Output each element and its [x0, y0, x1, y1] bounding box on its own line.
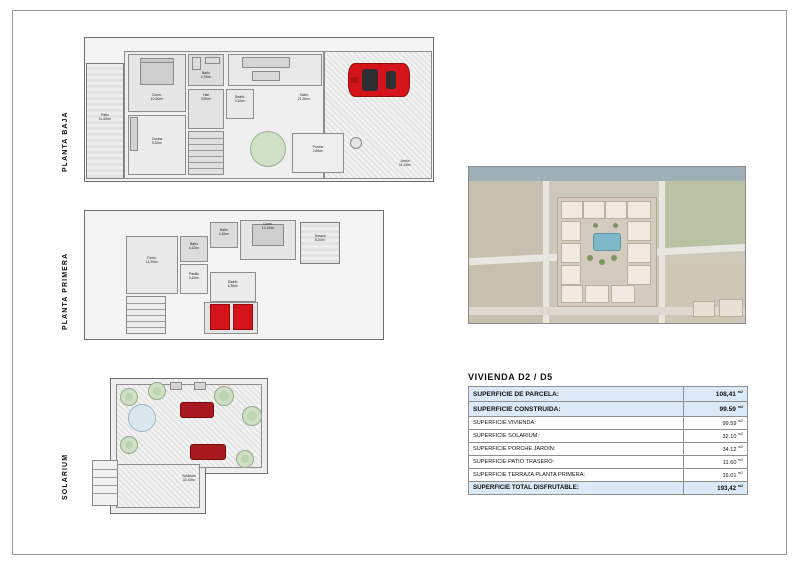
table-row-solarium — [469, 430, 748, 443]
plan-label-ground-floor: PLANTA BAJA — [62, 111, 69, 172]
room-label-dorm-2 — [240, 222, 296, 231]
room-area-pasillo: 3,10m² — [188, 276, 200, 281]
table-row-vivienda — [469, 417, 748, 430]
plan-label-first-floor: PLANTA PRIMERA — [62, 252, 69, 330]
value-superficie-patio-trasero: 11.60 $^{m2}$ — [683, 455, 747, 468]
aerial-road-left — [543, 181, 549, 324]
room-label-pasillo — [178, 272, 210, 281]
room-label-bath-1 — [188, 71, 224, 80]
room-area-bath-1: 4,70m² — [200, 75, 212, 80]
room-name-distribuidor: Distrib. — [234, 95, 246, 99]
room-area-salon: 21,30m² — [297, 97, 311, 102]
table-row-parcela — [469, 387, 748, 402]
dining-table-icon — [250, 131, 286, 167]
room-name-dorm-2: Dorm. — [263, 222, 273, 226]
bed-headboard-icon — [140, 58, 174, 63]
staircase-solarium — [92, 460, 118, 506]
plant-icon-6 — [236, 450, 254, 468]
room-label-bath-2 — [210, 228, 238, 237]
room-area-hall: 3,90m² — [200, 97, 212, 102]
label-superficie-parcela: SUPERFICIE DE PARCELA: — [469, 387, 684, 402]
value-superficie-total: 193,42 $^{m2}$ — [683, 481, 747, 494]
aerial-site-photo — [468, 166, 746, 324]
room-name-salon: Salón — [299, 93, 309, 97]
room-label-salon — [284, 93, 324, 102]
aerial-sea — [469, 167, 745, 181]
room-area-bath-3: 4,10m² — [188, 246, 200, 251]
solarium-plan — [90, 378, 290, 518]
room-area-solarium: 32,10m² — [182, 478, 196, 483]
manhole-icon — [350, 137, 362, 149]
room-name-kitchen: Cocina — [151, 137, 163, 141]
aerial-outbuilding-1 — [693, 301, 715, 317]
value-superficie-parcela: 108,41 $^{m2}$ — [683, 387, 747, 402]
room-name-solarium: Solárium — [182, 474, 196, 478]
planter-icon-2 — [194, 382, 206, 390]
room-name-dorm-1: Dorm. — [152, 93, 162, 97]
room-label-hall — [188, 93, 224, 102]
table-row-construida — [469, 402, 748, 417]
room-label-porche — [294, 145, 342, 154]
room-area-jardin: 31,15m² — [398, 163, 412, 168]
room-terraza — [300, 222, 340, 264]
room-name-patio: Patio — [101, 113, 109, 117]
plant-icon-3 — [214, 386, 234, 406]
value-superficie-porche-jardin: 34.12 $^{m2}$ — [683, 443, 747, 456]
sofa-icon — [242, 57, 290, 68]
lounger-icon-2 — [190, 444, 226, 460]
first-floor-plan — [84, 210, 384, 340]
plan-label-solarium: SOLARIUM — [62, 453, 69, 500]
room-label-dorm-1 — [128, 93, 186, 102]
aerial-pool — [593, 233, 621, 251]
room-label-kitchen — [128, 137, 186, 146]
room-distribuidor — [226, 89, 254, 119]
room-dorm-3 — [126, 236, 178, 294]
room-area-patio: 11,60m² — [98, 117, 112, 122]
room-name-pasillo: Pasillo — [189, 272, 199, 276]
room-label-patio-trasero — [86, 113, 124, 122]
value-superficie-vivienda: 99.59 $^{m2}$ — [683, 417, 747, 430]
room-area-distribuidor-1: 6,30m² — [227, 284, 239, 289]
room-name-bath-3: Baño — [190, 242, 198, 246]
plant-icon-2 — [148, 382, 166, 400]
room-area-distribuidor: 4,10m² — [234, 99, 246, 104]
page-title: VIVIENDA D2 / D5 — [468, 372, 553, 382]
room-name-bath-2: Baño — [220, 228, 228, 232]
label-superficie-porche-jardin: SUPERFICIE PORCHE JARDIN: — [469, 443, 684, 456]
coffee-table-icon — [252, 71, 280, 81]
lounger-icon-1 — [180, 402, 214, 418]
aerial-outbuilding-2 — [719, 299, 743, 317]
room-label-bath-3 — [180, 242, 208, 251]
aerial-field-left — [469, 181, 549, 324]
kitchen-counter-icon — [130, 117, 138, 151]
staircase-ground — [188, 131, 224, 175]
value-superficie-terraza-primera: 16.01 $^{m2}$ — [683, 468, 747, 481]
label-superficie-construida: SUPERFICIE CONSTRUIDA: — [469, 402, 684, 417]
outdoor-table-icon — [128, 404, 156, 432]
sink-icon — [205, 57, 220, 64]
bed-red-right-icon — [233, 304, 253, 330]
toilet-icon — [192, 57, 201, 70]
table-row-terraza-primera — [469, 468, 748, 481]
solarium-deck-lower — [116, 464, 200, 508]
value-superficie-solarium: 32.10 $^{m2}$ — [683, 430, 747, 443]
room-name-jardin: Jardín — [400, 159, 410, 163]
room-area-dorm-3: 11,20m² — [145, 260, 159, 265]
table-row-total — [469, 481, 748, 494]
ground-floor-plan — [84, 37, 434, 182]
aerial-urbanization — [553, 193, 661, 309]
surface-info-panel — [468, 372, 748, 495]
surface-table — [468, 386, 748, 495]
plant-icon-5 — [120, 436, 138, 454]
room-name-hall: Hall — [203, 93, 209, 97]
room-label-terraza — [300, 234, 340, 243]
room-label-jardin — [382, 159, 428, 168]
plant-icon-1 — [120, 388, 138, 406]
label-superficie-total: SUPERFICIE TOTAL DISFRUTABLE: — [469, 481, 684, 494]
planter-icon-1 — [170, 382, 182, 390]
room-label-solarium — [164, 474, 214, 483]
staircase-first — [126, 296, 166, 334]
room-area-terraza: 8,20m² — [314, 238, 326, 243]
room-area-dorm-1: 10,50m² — [150, 97, 164, 102]
label-superficie-solarium: SUPERFICIE SOLARIUM: — [469, 430, 684, 443]
aerial-field-right-top — [665, 181, 746, 251]
room-name-dorm-3: Dorm. — [147, 256, 157, 260]
room-name-distribuidor-1: Distrib. — [227, 280, 239, 284]
label-superficie-patio-trasero: SUPERFICIE PATIO TRASERO: — [469, 455, 684, 468]
label-superficie-vivienda: SUPERFICIE VIVIENDA: — [469, 417, 684, 430]
room-label-distribuidor — [225, 95, 255, 104]
bed-red-left-icon — [210, 304, 230, 330]
table-row-patio-trasero — [469, 455, 748, 468]
plant-icon-4 — [242, 406, 262, 426]
room-area-bath-2: 4,10m² — [218, 232, 230, 237]
label-superficie-terraza-primera: SUPERFICIE TERRAZA PLANTA PRIMERA: — [469, 468, 684, 481]
room-name-porche: Porche — [312, 145, 324, 149]
car-icon — [348, 63, 410, 97]
room-area-kitchen: 9,20m² — [151, 141, 163, 146]
value-superficie-construida: 99.59 $^{m2}$ — [683, 402, 747, 417]
room-label-dorm-3 — [126, 256, 178, 265]
room-area-dorm-2: 13,10m² — [261, 226, 275, 231]
room-name-terraza: Terraza — [314, 234, 326, 238]
room-label-distribuidor-1 — [210, 280, 256, 289]
table-row-porche-jardin — [469, 443, 748, 456]
room-name-bath-1: Baño — [202, 71, 210, 75]
room-area-porche: 2,85m² — [312, 149, 324, 154]
